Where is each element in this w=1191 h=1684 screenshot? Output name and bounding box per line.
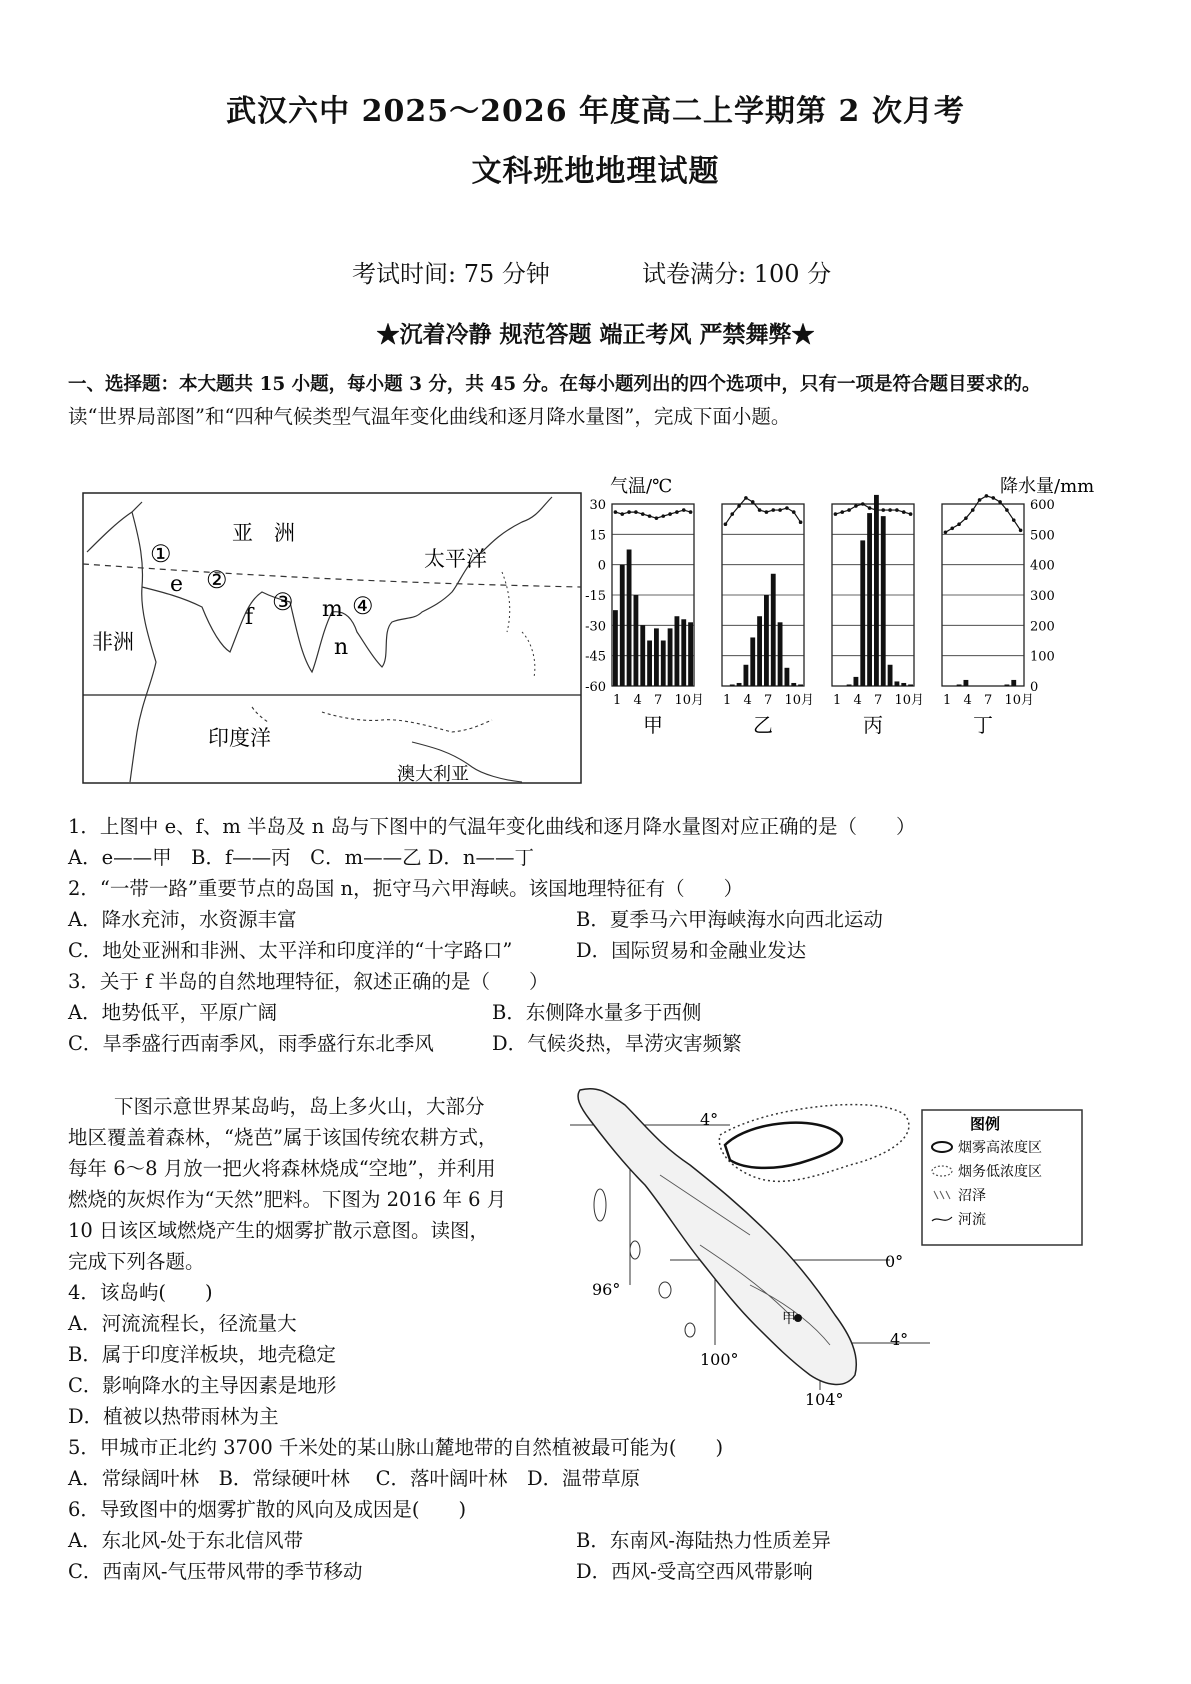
world-map-svg [82,492,582,784]
precip-bar [957,684,962,686]
passage-line-2: 地区覆盖着森林，“烧芭”属于该国传统农耕方式， [68,1126,498,1149]
precip-bar [654,628,659,686]
question-5-options: A．常绿阔叶林 B．常绿硬叶林 C．落叶阔叶林 D．温带草原 [68,1467,641,1490]
question-2-option-d: D．国际贸易和金融业发达 [576,939,807,962]
temperature-point [991,496,995,500]
temperature-point [689,510,693,514]
precip-bar [964,680,969,686]
precip-bar [874,495,879,686]
chart-name: 丁 [973,713,993,737]
month-tick: 7 [874,693,883,708]
question-6-option-b: B．东南风-海陆热力性质差异 [576,1529,831,1552]
precip-bar [668,628,673,686]
temperature-point [614,510,618,514]
question-6-option-d: D．西风-受高空西风带影响 [576,1560,813,1583]
passage-line-6: 完成下列各题。 [68,1250,205,1273]
month-tick: 4 [963,693,972,708]
question-6-option-c: C．西南风-气压带风带的季节移动 [68,1560,363,1583]
question-3-option-a: A．地势低平，平原广阔 [68,1001,278,1024]
precip-bar [737,683,742,686]
question-3: 3．关于 f 半岛的自然地理特征，叙述正确的是（ ） [68,970,549,993]
month-tick: 4 [633,693,642,708]
precip-bar [764,595,769,686]
lat-label-equator: 0° [885,1252,904,1271]
question-2: 2．“一带一路”重要节点的岛国 n，扼守马六甲海峡。该国地理特征有（ ） [68,877,744,900]
question-4-option-d: D．植被以热带雨林为主 [68,1405,279,1428]
temperature-point [655,516,659,520]
month-tick: 1 [723,693,732,708]
temperature-point [758,508,762,512]
temperature-tick: -45 [585,649,606,665]
question-3-option-c: C．旱季盛行西南季风，雨季盛行东北季风 [68,1032,434,1055]
temperature-tick: -60 [585,680,606,695]
month-tick: 10月 [784,693,815,708]
question-5: 5．甲城市正北约 3700 千米处的某山脉山麓地带的自然植被最可能为( ) [68,1436,724,1459]
temperature-point [1005,508,1009,512]
section-intro: 读“世界局部图”和“四种气候类型气温年变化曲线和逐月降水量图”，完成下面小题。 [68,405,791,428]
temperature-point [888,508,892,512]
temperature-point [971,508,975,512]
temperature-point [834,512,838,516]
temperature-point [765,510,769,514]
label-australia: 澳大利亚 [397,764,469,784]
temperature-point [648,514,652,518]
precip-bar [791,683,796,686]
letter-m: m [322,597,343,622]
question-4: 4．该岛屿( ) [68,1281,213,1304]
precipitation-tick: 100 [1030,649,1055,665]
precip-bar [750,637,755,686]
precip-bar [778,622,783,686]
chart-name: 乙 [753,713,773,737]
label-indian-ocean: 印度洋 [208,726,271,750]
marker-2: ② [206,566,228,594]
exam-time: 考试时间: 75 分钟 [352,260,550,288]
temperature-point [854,504,858,508]
precip-bar [895,681,900,686]
temperature-point [1019,528,1023,532]
month-tick: 1 [613,693,622,708]
temperature-point [944,531,948,535]
month-tick: 1 [943,693,952,708]
month-tick: 7 [984,693,993,708]
temperature-point [730,512,734,516]
temperature-tick: -15 [585,589,606,604]
climate-chart-3 [832,495,924,737]
question-6-option-a: A．东北风-处于东北信风带 [68,1529,304,1552]
temperature-point [620,512,624,516]
marker-1: ① [150,540,172,568]
temperature-tick: 15 [589,528,606,544]
precip-bar [730,684,735,686]
temperature-point [964,516,968,520]
precip-bar [901,683,906,686]
label-asia: 亚 洲 [232,521,295,545]
question-1-options: A．e——甲 B．f——丙 C．m——乙 D．n——丁 [68,846,534,869]
question-4-option-a: A．河流流程长，径流量大 [68,1312,297,1335]
lon-label-96: 96° [592,1280,621,1299]
precip-bar [681,619,686,686]
temperature-point [950,526,954,530]
precip-bar [854,677,859,686]
passage-line-1: 下图示意世界某岛屿，岛上多火山，大部分 [114,1095,485,1118]
temperature-point [957,522,961,526]
precip-bar [771,574,776,686]
city-jia-label: 甲 [782,1311,796,1327]
letter-n: n [334,635,349,660]
temperature-point [661,514,665,518]
label-pacific: 太平洋 [424,547,487,571]
temperature-point [737,504,741,508]
climate-chart-1 [612,504,704,737]
month-tick: 7 [764,693,773,708]
precip-bar [888,665,893,686]
temperature-point [751,500,755,504]
temperature-point [978,498,982,502]
temperature-point [744,496,748,500]
section-heading: 一、选择题：本大题共 15 小题，每小题 3 分，共 45 分。在每小题列出的四个选项中，只有一项是符合题目要求的。 [68,374,1041,395]
exam-motto: ★沉着冷静 规范答题 端正考风 严禁舞弊★ [376,321,815,348]
label-africa: 非洲 [92,630,134,654]
temperature-point [785,506,789,510]
chart-name: 甲 [643,713,663,737]
temperature-point [998,500,1002,504]
precip-bar [798,684,803,686]
temperature-point [792,510,796,514]
month-tick: 4 [853,693,862,708]
temperature-tick: 30 [589,498,606,513]
precip-bar [867,513,872,686]
question-3-option-d: D．气候炎热，旱涝灾害频繁 [492,1032,742,1055]
temperature-point [724,522,728,526]
temperature-point [641,512,645,516]
climate-charts-svg [582,472,1102,782]
month-tick: 4 [743,693,752,708]
lon-label-100: 100° [700,1350,739,1369]
legend-high-label: 烟雾高浓度区 [958,1140,1042,1156]
temperature-point [668,512,672,516]
island-smoke-map [550,1085,1120,1415]
question-2-option-b: B．夏季马六甲海峡海水向西北运动 [576,908,883,931]
lon-label-104: 104° [805,1390,844,1409]
precip-bar [620,565,625,686]
precipitation-tick: 300 [1030,589,1055,604]
temperature-point [875,508,879,512]
precipitation-tick: 500 [1030,528,1055,544]
temperature-point [799,520,803,524]
precipitation-tick: 0 [1030,680,1039,695]
marker-3: ③ [272,588,294,616]
month-tick: 10月 [674,693,705,708]
climate-chart-4 [942,494,1034,737]
precip-bar [647,641,652,687]
month-tick: 10月 [894,693,925,708]
precip-bar [675,616,680,686]
temperature-point [895,508,899,512]
legend-swamp-label: 沼泽 [958,1188,986,1204]
precipitation-tick: 400 [1030,558,1055,574]
precip-bar [847,684,852,686]
month-tick: 10月 [1004,693,1035,708]
legend-title: 图例 [970,1115,1001,1133]
precipitation-tick: 600 [1030,498,1055,513]
temperature-point [868,506,872,510]
precip-bar [881,516,886,686]
temperature-point [861,502,865,506]
temperature-point [771,508,775,512]
precip-bar [661,641,666,687]
precip-bar [634,595,639,686]
temperature-tick: -30 [585,619,606,635]
letter-f: f [245,605,254,630]
temperature-point [627,510,631,514]
legend-low-label: 烟务低浓度区 [958,1164,1042,1180]
lat-label-north: 4° [700,1110,719,1129]
passage-line-5: 10 日该区域燃烧产生的烟雾扩散示意图。读图， [68,1219,490,1242]
question-3-option-b: B．东侧降水量多于西侧 [492,1001,702,1024]
precip-bar [688,622,693,686]
lat-label-south: 4° [890,1330,909,1349]
temperature-tick: 0 [597,558,606,574]
chart-name: 丙 [863,713,883,737]
question-2-option-c: C．地处亚洲和非洲、太平洋和印度洋的“十字路口” [68,939,513,962]
temperature-point [675,510,679,514]
month-tick: 1 [833,693,842,708]
precip-bar [908,684,913,686]
precip-bar [1011,680,1016,686]
temperature-point [778,508,782,512]
temperature-point [985,494,989,498]
exam-title: 武汉六中 2025～2026 年度高二上学期第 2 次月考 [226,94,965,129]
temperature-point [634,510,638,514]
precip-bar [785,668,790,686]
question-4-option-b: B．属于印度洋板块，地壳稳定 [68,1343,336,1366]
letter-e: e [170,572,184,597]
full-score: 试卷满分: 100 分 [642,260,832,288]
world-partial-map [82,492,582,784]
month-tick: 7 [654,693,663,708]
question-2-option-a: A．降水充沛，水资源丰富 [68,908,297,931]
climate-charts [582,472,1102,782]
precipitation-axis-title: 降水量/mm [1000,476,1095,497]
temperature-point [909,512,913,516]
question-4-option-c: C．影响降水的主导因素是地形 [68,1374,337,1397]
precip-bar [1005,684,1010,686]
passage-line-4: 燃烧的灰烬作为“天然”肥料。下图为 2016 年 6 月 [68,1188,507,1211]
temperature-axis-title: 气温/℃ [610,476,673,497]
precip-bar [613,610,618,686]
legend-river-label: 河流 [958,1212,986,1228]
passage-line-3: 每年 6～8 月放一把火将森林烧成“空地”，并利用 [68,1157,496,1180]
temperature-point [1012,518,1016,522]
question-6: 6．导致图中的烟雾扩散的风向及成因是( ) [68,1498,467,1521]
temperature-point [840,510,844,514]
precip-bar [744,665,749,686]
precip-bar [757,616,762,686]
temperature-point [881,508,885,512]
temperature-point [682,508,686,512]
climate-chart-2 [722,496,814,737]
marker-4: ④ [352,592,374,620]
temperature-point [902,510,906,514]
temperature-point [847,508,851,512]
question-1: 1．上图中 e、f、m 半岛及 n 岛与下图中的气温年变化曲线和逐月降水量图对应正确的是（ ） [68,815,916,838]
precip-bar [860,540,865,686]
precip-bar [627,550,632,687]
precipitation-tick: 200 [1030,619,1055,635]
precip-bar [640,625,645,686]
island-map-svg [550,1085,1120,1415]
exam-subtitle: 文科班地地理试题 [471,154,720,189]
